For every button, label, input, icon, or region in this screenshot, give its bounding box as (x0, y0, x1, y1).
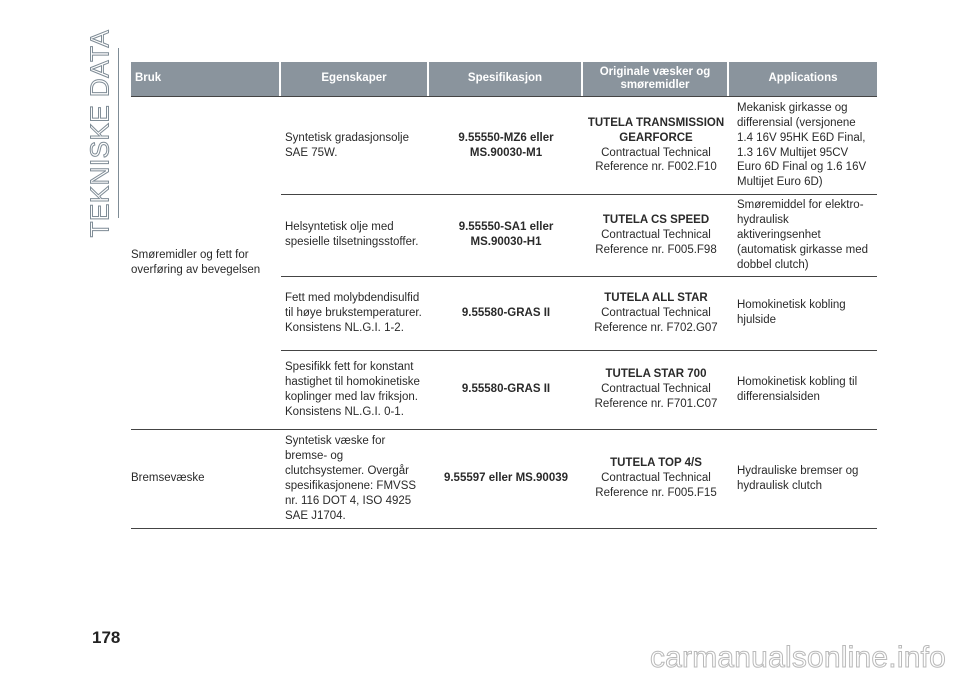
specification-cell (429, 277, 583, 351)
table-header-row (131, 62, 877, 96)
product-reference: Contractual Technical Reference nr. F701.C07 (594, 383, 718, 411)
specification-code: 9.55597 eller MS.90039 (443, 472, 569, 485)
product-reference: Contractual Technical Reference nr. F005.F15 (595, 472, 717, 500)
product-reference: Contractual Technical Reference nr. F005.F98 (595, 228, 717, 256)
section-title: TEKNISKE DATA (84, 29, 115, 237)
header-egenskaper: Egenskaper (281, 62, 429, 96)
specification-code: 9.55550-MZ6 eller MS.90030-M1 (458, 131, 554, 159)
properties-cell: Syntetisk gradasjonsolje SAE 75W. (281, 96, 429, 195)
product-name: TUTELA CS SPEED (602, 213, 710, 226)
specification-cell (429, 351, 583, 430)
product-cell (583, 96, 729, 195)
specification-cell (429, 195, 583, 277)
application-cell: Homokinetisk kobling til differensialsiden (729, 351, 877, 430)
application-cell: Mekanisk girkasse og differensial (versjonene 1.4 16V 95HK E6D Final, 1.3 16V Multijet 95CV Euro 6D Final og 1.6 16V Multijet Euro 6D) (729, 96, 877, 195)
watermark: carmanualsonline.info (649, 641, 946, 674)
application-cell: Smøremiddel for elektro-hydraulisk aktiveringsenhet (automatisk girkasse med dobbel clutch) (729, 195, 877, 277)
specifications-table (131, 62, 877, 529)
application-cell: Homokinetisk kobling hjulside (729, 277, 877, 351)
specification-cell (429, 96, 583, 195)
product-cell (583, 277, 729, 351)
properties-cell: Fett med molybdendisulfid til høye brukstemperaturer. Konsistens NL.G.I. 1-2. (281, 277, 429, 351)
product-cell (583, 351, 729, 430)
specification-cell (429, 430, 583, 529)
specification-code: 9.55550-SA1 eller MS.90030-H1 (458, 221, 554, 249)
table-row (131, 96, 877, 195)
properties-cell: Helsyntetisk olje med spesielle tilsetningsstoffer. (281, 195, 429, 277)
product-name: TUTELA TOP 4/S (610, 457, 702, 470)
header-applications: Applications (729, 62, 877, 96)
product-name: TUTELA STAR 700 (605, 368, 707, 381)
specification-code: 9.55580-GRAS II (461, 306, 551, 319)
properties-cell: Syntetisk væske for bremse- og clutchsystemer. Overgår spesifikasjonene: FMVSS nr. 116 DOT 4, ISO 4925 SAE J1704. (281, 430, 429, 529)
header-spesifikasjon: Spesifikasjon (429, 62, 583, 96)
header-originale-vaesker: Originale væsker og smøremidler (583, 62, 729, 96)
page-number: 178 (92, 628, 121, 647)
use-cell: Bremsevæske (131, 430, 281, 529)
table-row (131, 430, 877, 529)
product-name: TUTELA TRANSMISSION GEARFORCE (587, 116, 725, 144)
properties-cell: Spesifikk fett for konstant hastighet til homokinetiske koplinger med lav friksjon. Konsistens NL.G.I. 0-1. (281, 351, 429, 430)
use-cell: Smøremidler og fett for overføring av bevegelsen (131, 96, 281, 430)
product-cell (583, 430, 729, 529)
section-title-rule (118, 48, 119, 218)
header-bruk: Bruk (131, 62, 281, 96)
specification-code: 9.55580-GRAS II (461, 383, 551, 396)
product-cell (583, 195, 729, 277)
product-name: TUTELA ALL STAR (604, 291, 708, 304)
product-reference: Contractual Technical Reference nr. F002.F10 (595, 146, 717, 174)
product-reference: Contractual Technical Reference nr. F702.G07 (594, 306, 718, 334)
application-cell: Hydrauliske bremser og hydraulisk clutch (729, 430, 877, 529)
